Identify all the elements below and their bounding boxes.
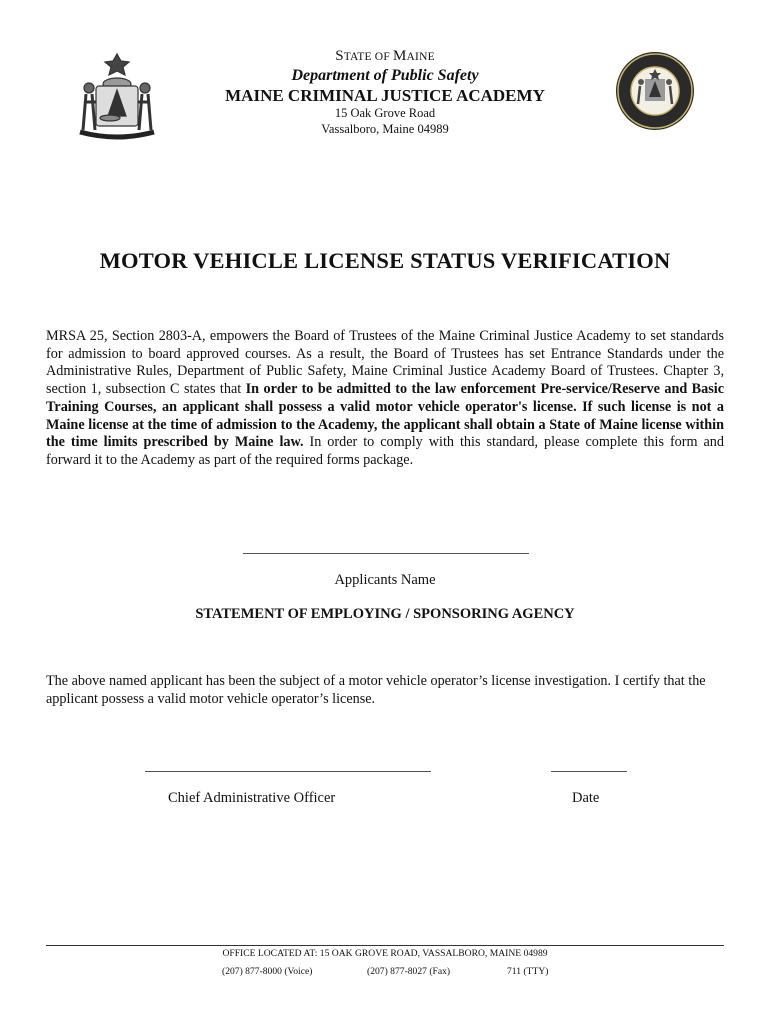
phone-fax: (207) 877-8027 (Fax) xyxy=(367,966,451,977)
address-line-1: 15 Oak Grove Road xyxy=(334,106,436,120)
intro-text: MRSA 25, Section 2803-A, empowers the Board of Trustees of the Maine Criminal Justice Academy to set standards for admission to board approved courses. As a result, the Board of Trustees has set Entrance Standards under the Administrative Rules, Department of Public Safety, Maine Criminal Justice Academy Board of Trustees. Chapter 3, section 1, subsection C states that xyxy=(46,328,724,398)
license-requirement-text: In order to be admitted to the law enforcement Pre-service/Reserve and Basic Training Courses, an applicant shall possess a valid motor vehicle operator's license. If such license is not a Maine license at the time of admission to the Academy, the applicant shall obtain a State of Maine license within the time limits prescribed by Maine law. xyxy=(46,381,724,451)
certification-text: The above named applicant has been the subject of a motor vehicle operator’s license investigation. I certify that the applicant possess a valid motor vehicle operator’s license. xyxy=(46,673,706,707)
department-name: Department of Public Safety xyxy=(291,67,479,84)
phone-tty: 711 (TTY) xyxy=(507,966,549,977)
officer-signature-line[interactable] xyxy=(145,771,431,772)
footer-office-address: OFFICE LOCATED AT: 15 OAK GROVE ROAD, VASSALBORO, MAINE 04989 xyxy=(222,948,548,959)
applicant-name-line[interactable] xyxy=(243,553,529,554)
applicant-name-label: Applicants Name xyxy=(334,572,436,588)
statement-heading: STATEMENT OF EMPLOYING / SPONSORING AGENCY xyxy=(195,606,575,622)
date-line[interactable] xyxy=(551,771,627,772)
state-of-maine-heading: STATE OF MAINE xyxy=(335,48,435,64)
date-label: Date xyxy=(572,790,600,806)
officer-signature-label: Chief Administrative Officer xyxy=(168,790,336,806)
document-title: MOTOR VEHICLE LICENSE STATUS VERIFICATION xyxy=(99,248,671,273)
address-line-2: Vassalboro, Maine 04989 xyxy=(321,122,449,136)
intro-paragraph xyxy=(46,328,724,470)
footer-divider xyxy=(46,945,724,946)
phone-voice: (207) 877-8000 (Voice) xyxy=(222,966,313,977)
closing-text: In order to comply with this standard, please complete this form and forward it to the Academy as part of the required forms package. xyxy=(46,434,724,468)
academy-name: MAINE CRIMINAL JUSTICE ACADEMY xyxy=(225,86,545,105)
